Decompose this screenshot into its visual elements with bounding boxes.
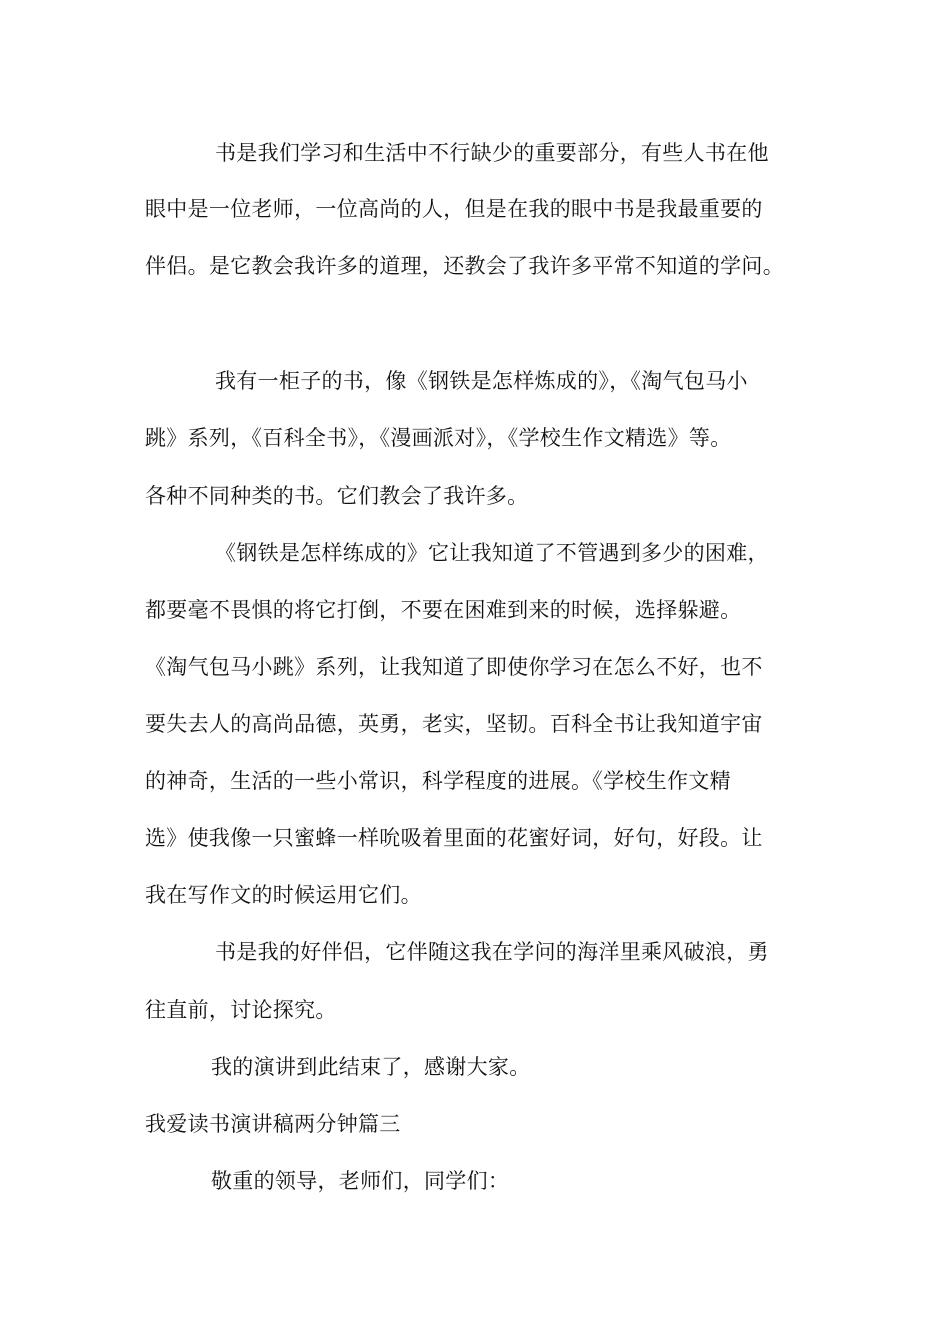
paragraph-3-line-6: 选》使我像一只蜜蜂一样吮吸着里面的花蜜好词，好句，好段。让 xyxy=(145,826,763,850)
paragraph-4-line-2: 往直前，讨论探究。 xyxy=(145,998,337,1022)
paragraph-2-line-1: 我有一柜子的书，像《钢铁是怎样炼成的》，《淘气包马小 xyxy=(215,369,748,393)
paragraph-3-line-7: 我在写作文的时候运用它们。 xyxy=(145,883,422,907)
paragraph-4-line-1: 书是我的好伴侣，它伴随这我在学问的海洋里乘风破浪，勇 xyxy=(215,940,769,964)
closing-line: 我的演讲到此结束了，感谢大家。 xyxy=(211,1055,531,1079)
paragraph-1-line-1: 书是我们学习和生活中不行缺少的重要部分，有些人书在他 xyxy=(215,141,769,165)
salutation-line: 敬重的领导，老师们，同学们： xyxy=(211,1169,510,1193)
paragraph-1-line-3: 伴侣。是它教会我许多的道理，还教会了我许多平常不知道的学问。 xyxy=(145,254,784,278)
paragraph-3-line-3: 《淘气包马小跳》系列，让我知道了即使你学习在怎么不好，也不 xyxy=(145,655,763,679)
paragraph-3-line-1: 《钢铁是怎样练成的》它让我知道了不管遇到多少的困难， xyxy=(215,541,769,565)
paragraph-3-line-2: 都要毫不畏惧的将它打倒，不要在困难到来的时候，选择躲避。 xyxy=(145,598,742,622)
paragraph-2-line-2: 跳》系列，《百科全书》，《漫画派对》，《学校生作文精选》等。 xyxy=(145,426,732,450)
paragraph-3-line-5: 的神奇，生活的一些小常识，科学程度的进展。《学校生作文精 xyxy=(145,769,731,793)
section-heading: 我爱读书演讲稿两分钟篇三 xyxy=(145,1112,401,1136)
paragraph-3-line-4: 要失去人的高尚品德，英勇，老实，坚韧。百科全书让我知道宇宙 xyxy=(145,712,763,736)
paragraph-2-line-3: 各种不同种类的书。它们教会了我许多。 xyxy=(145,484,529,508)
paragraph-1-line-2: 眼中是一位老师，一位高尚的人，但是在我的眼中书是我最重要的 xyxy=(145,197,763,221)
